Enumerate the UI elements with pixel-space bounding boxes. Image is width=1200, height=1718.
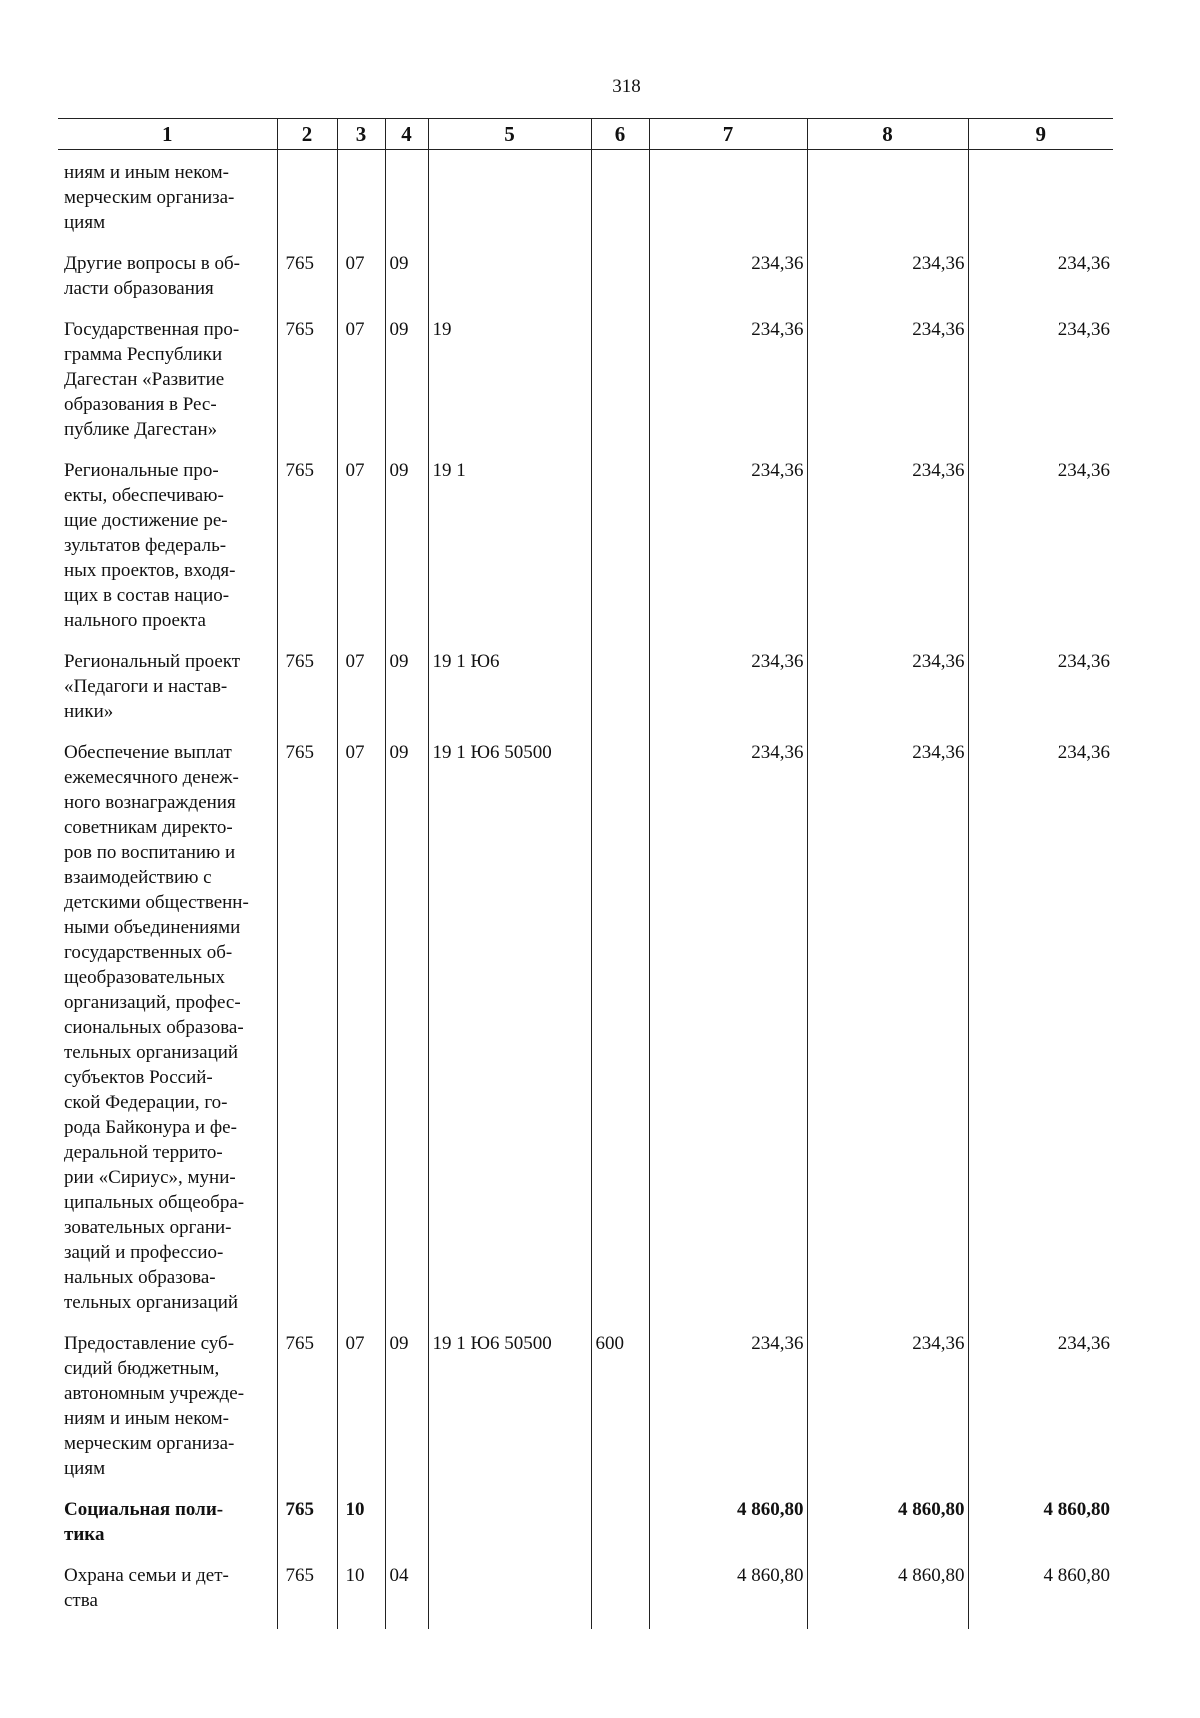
row-name-cell: Другие вопросы в об- ласти образования bbox=[64, 253, 241, 299]
subsection-code-cell: 09 bbox=[385, 458, 428, 649]
table-body bbox=[58, 150, 1113, 1630]
expense-type-cell bbox=[591, 251, 649, 317]
ministry-code-cell bbox=[277, 150, 337, 252]
amount-cell: 234,36 bbox=[649, 251, 807, 317]
amount-cell: 4 860,80 bbox=[968, 1563, 1113, 1629]
column-header: 4 bbox=[385, 119, 428, 150]
target-article-cell: 19 1 Ю6 50500 bbox=[428, 740, 591, 1331]
table-row bbox=[58, 1563, 1113, 1629]
expense-type-cell bbox=[591, 1497, 649, 1563]
column-header: 6 bbox=[591, 119, 649, 150]
expense-type-cell: 600 bbox=[591, 1331, 649, 1497]
subsection-code-cell: 09 bbox=[385, 317, 428, 458]
amount-cell: 234,36 bbox=[649, 458, 807, 649]
ministry-code-cell: 765 bbox=[277, 1563, 337, 1629]
amount-cell: 234,36 bbox=[807, 458, 968, 649]
target-article-cell: 19 bbox=[428, 317, 591, 458]
amount-cell: 234,36 bbox=[649, 317, 807, 458]
ministry-code-cell: 765 bbox=[277, 458, 337, 649]
section-code-cell: 07 bbox=[337, 317, 385, 458]
section-code-cell: 07 bbox=[337, 251, 385, 317]
column-header: 1 bbox=[58, 119, 277, 150]
amount-cell: 234,36 bbox=[968, 649, 1113, 740]
row-name-cell: Региональные про- екты, обеспечиваю- щие достижение ре- зультатов федераль- ных проектов, входя- щих в состав нацио- нального проекта bbox=[64, 460, 236, 631]
subsection-code-cell bbox=[385, 150, 428, 252]
amount-cell: 4 860,80 bbox=[649, 1497, 807, 1563]
expense-type-cell bbox=[591, 649, 649, 740]
section-code-cell: 10 bbox=[337, 1497, 385, 1563]
table-row bbox=[58, 150, 1113, 252]
column-header: 5 bbox=[428, 119, 591, 150]
target-article-cell: 19 1 Ю6 bbox=[428, 649, 591, 740]
subsection-code-cell: 09 bbox=[385, 649, 428, 740]
amount-cell: 234,36 bbox=[807, 317, 968, 458]
column-header: 7 bbox=[649, 119, 807, 150]
amount-cell bbox=[968, 150, 1113, 252]
header-row bbox=[58, 119, 1113, 150]
expense-type-cell bbox=[591, 1563, 649, 1629]
amount-cell: 234,36 bbox=[968, 458, 1113, 649]
table-row bbox=[58, 458, 1113, 649]
amount-cell: 234,36 bbox=[807, 740, 968, 1331]
ministry-code-cell: 765 bbox=[277, 1497, 337, 1563]
subsection-code-cell bbox=[385, 1497, 428, 1563]
section-code-cell: 07 bbox=[337, 458, 385, 649]
target-article-cell bbox=[428, 1497, 591, 1563]
budget-table bbox=[58, 118, 1113, 1629]
table-row bbox=[58, 740, 1113, 1331]
amount-cell: 234,36 bbox=[807, 649, 968, 740]
amount-cell: 234,36 bbox=[807, 251, 968, 317]
amount-cell: 234,36 bbox=[807, 1331, 968, 1497]
subsection-code-cell: 04 bbox=[385, 1563, 428, 1629]
table-row bbox=[58, 649, 1113, 740]
subsection-code-cell: 09 bbox=[385, 1331, 428, 1497]
row-name-cell: Государственная про- грамма Республики Дагестан «Развитие образования в Рес- публике Дагестан» bbox=[64, 319, 240, 440]
expense-type-cell bbox=[591, 150, 649, 252]
subsection-code-cell: 09 bbox=[385, 251, 428, 317]
amount-cell bbox=[649, 150, 807, 252]
column-header: 9 bbox=[968, 119, 1113, 150]
row-name-cell: Предоставление суб- сидий бюджетным, автономным учрежде- ниям и иным неком- мерческим организа- циям bbox=[64, 1333, 245, 1479]
amount-cell: 234,36 bbox=[968, 1331, 1113, 1497]
target-article-cell: 19 1 Ю6 50500 bbox=[428, 1331, 591, 1497]
section-code-cell: 07 bbox=[337, 1331, 385, 1497]
amount-cell: 234,36 bbox=[968, 740, 1113, 1331]
ministry-code-cell: 765 bbox=[277, 317, 337, 458]
table-row bbox=[58, 1331, 1113, 1497]
target-article-cell bbox=[428, 150, 591, 252]
amount-cell bbox=[807, 150, 968, 252]
amount-cell: 4 860,80 bbox=[968, 1497, 1113, 1563]
expense-type-cell bbox=[591, 458, 649, 649]
row-name-cell: Региональный проект «Педагоги и настав- ники» bbox=[64, 651, 241, 722]
amount-cell: 234,36 bbox=[968, 251, 1113, 317]
amount-cell: 234,36 bbox=[968, 317, 1113, 458]
section-code-cell: 10 bbox=[337, 1563, 385, 1629]
subsection-code-cell: 09 bbox=[385, 740, 428, 1331]
amount-cell: 4 860,80 bbox=[807, 1563, 968, 1629]
expense-type-cell bbox=[591, 317, 649, 458]
column-header: 2 bbox=[277, 119, 337, 150]
amount-cell: 4 860,80 bbox=[649, 1563, 807, 1629]
expense-type-cell bbox=[591, 740, 649, 1331]
amount-cell: 234,36 bbox=[649, 740, 807, 1331]
table-row bbox=[58, 1497, 1113, 1563]
ministry-code-cell: 765 bbox=[277, 1331, 337, 1497]
target-article-cell bbox=[428, 1563, 591, 1629]
row-name-cell: Охрана семьи и дет- ства bbox=[64, 1565, 229, 1611]
column-header: 8 bbox=[807, 119, 968, 150]
column-header: 3 bbox=[337, 119, 385, 150]
ministry-code-cell: 765 bbox=[277, 251, 337, 317]
amount-cell: 234,36 bbox=[649, 649, 807, 740]
section-code-cell: 07 bbox=[337, 740, 385, 1331]
table-row bbox=[58, 317, 1113, 458]
amount-cell: 4 860,80 bbox=[807, 1497, 968, 1563]
row-name-cell: Социальная поли- тика bbox=[64, 1499, 224, 1545]
target-article-cell bbox=[428, 251, 591, 317]
section-code-cell bbox=[337, 150, 385, 252]
row-name-cell: Обеспечение выплат ежемесячного денеж- ного вознаграждения советникам директо- ров по воспитанию и взаимодействию с детскими общественн- ными объединениями государственных об- щеобразовательных организаций, профес- сиональных образова- тельных организаций субъектов Россий- ской Федерации, го- рода Байконура и фе- деральной террито- рии «Сириус», муни- ципальных общеобра- зовательных органи- заций и профессио- нальных образова- тельных организаций bbox=[64, 742, 249, 1313]
row-name-cell: ниям и иным неком- мерческим организа- циям bbox=[64, 162, 235, 233]
table-row bbox=[58, 251, 1113, 317]
section-code-cell: 07 bbox=[337, 649, 385, 740]
target-article-cell: 19 1 bbox=[428, 458, 591, 649]
ministry-code-cell: 765 bbox=[277, 649, 337, 740]
page-number: 318 bbox=[612, 76, 641, 97]
amount-cell: 234,36 bbox=[649, 1331, 807, 1497]
ministry-code-cell: 765 bbox=[277, 740, 337, 1331]
